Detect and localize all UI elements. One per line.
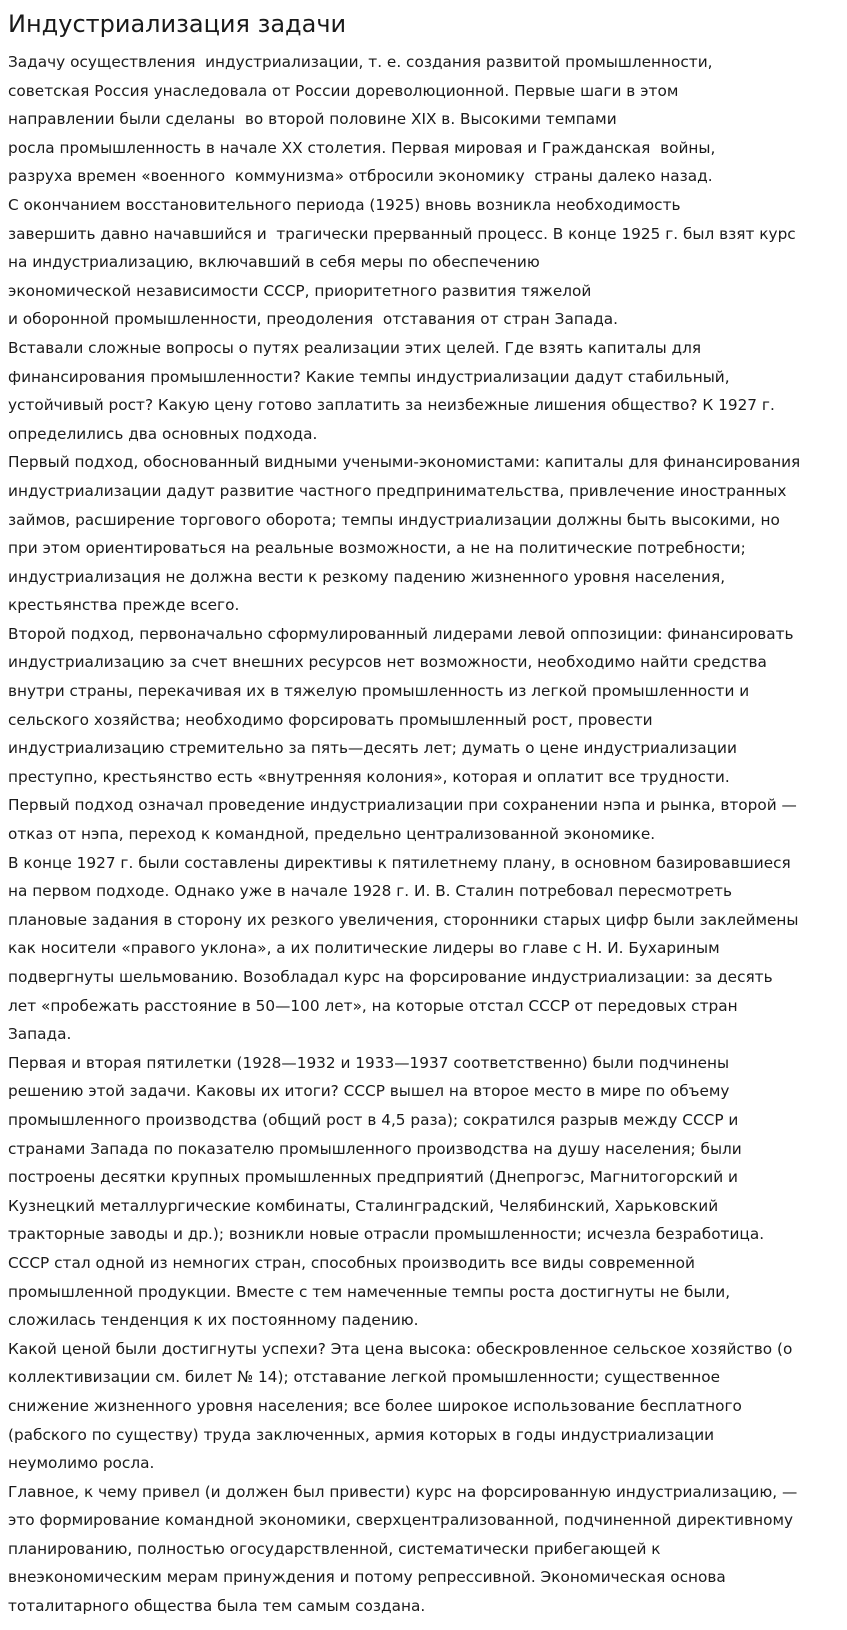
text-line: Первый подход, обоснованный видными учеными-экономистами: капиталы для финансирования [8, 453, 801, 472]
text-line: определились два основных подхода. [8, 424, 318, 443]
text-line: как носители «правого уклона», а их политические лидеры во главе с Н. И. Бухариным [8, 939, 720, 958]
text-line: индустриализации дадут развитие частного предпринимательства, привлечение иностранных [8, 481, 787, 500]
text-line: Первый подход означал проведение индустриализации при сохранении нэпа и рынка, второй — [8, 796, 797, 815]
text-line: завершить давно начавшийся и трагически прерванный процесс. В конце 1925 г. был взят курс [8, 224, 796, 243]
text-line: внутри страны, перекачивая их в тяжелую промышленность из легкой промышленности и [8, 682, 750, 701]
text-line: С окончанием восстановительного периода (1925) вновь возникла необходимость [8, 195, 681, 214]
text-line: индустриализация не должна вести к резкому падению жизненного уровня населения, [8, 567, 726, 586]
text-line: на индустриализацию, включавший в себя меры по обеспечению [8, 253, 540, 272]
text-line: Вставали сложные вопросы о путях реализации этих целей. Где взять капиталы для [8, 338, 702, 357]
text-line: Какой ценой были достигнуты успехи? Эта цена высока: обескровленное сельское хозяйство (о [8, 1339, 793, 1358]
text-line: Главное, к чему привел (и должен был привести) курс на форсированную индустриализацию, — [8, 1482, 798, 1501]
text-line: СССР стал одной из немногих стран, способных производить все виды современной [8, 1253, 695, 1272]
text-line: советская Россия унаследовала от России дореволюционной. Первые шаги в этом [8, 81, 679, 100]
text-line: планированию, полностью огосударствленной, систематически прибегающей к [8, 1539, 661, 1558]
text-line: отказ от нэпа, переход к командной, предельно централизованной экономике. [8, 825, 656, 844]
text-line: снижение жизненного уровня населения; все более широкое использование бесплатного [8, 1396, 742, 1415]
text-line: и оборонной промышленности, преодоления отставания от стран Запада. [8, 310, 619, 329]
text-line: росла промышленность в начале XX столетия. Первая мировая и Гражданская войны, [8, 138, 716, 157]
text-line: направлении были сделаны во второй половине XIX в. Высокими темпами [8, 110, 617, 129]
text-line: индустриализацию за счет внешних ресурсов нет возможности, необходимо найти средства [8, 653, 767, 672]
text-line: промышленного производства (общий рост в 4,5 раза); сократился разрыв между СССР и [8, 1110, 739, 1129]
text-line: тракторные заводы и др.); возникли новые отрасли промышленности; исчезла безработица. [8, 1225, 765, 1244]
text-line: промышленной продукции. Вместе с тем намеченные темпы роста достигнуты не были, [8, 1282, 731, 1301]
text-line: преступно, крестьянство есть «внутренняя колония», которая и оплатит все трудности. [8, 767, 730, 786]
text-line: подвергнуты шельмованию. Возобладал курс на форсирование индустриализации: за десять [8, 968, 773, 986]
text-line: В конце 1927 г. были составлены директивы к пятилетнему плану, в основном базировавшиеся [8, 853, 791, 872]
text-line: это формирование командной экономики, сверхцентрализованной, подчиненной директивному [8, 1511, 794, 1530]
text-line: Задачу осуществления индустриализации, т. е. создания развитой промышленности, [8, 53, 713, 71]
text-line: экономической независимости СССР, приоритетного развития тяжелой [8, 281, 592, 300]
text-line: при этом ориентироваться на реальные возможности, а не на политические потребности; [8, 539, 746, 558]
text-line: Кузнецкий металлургические комбинаты, Сталинградский, Челябинский, Харьковский [8, 1196, 719, 1215]
text-line: разруха времен «военного коммунизма» отбросили экономику страны далеко назад. [8, 167, 713, 186]
text-line: коллективизации см. билет № 14); отставание легкой промышленности; существенное [8, 1368, 721, 1387]
article-body [8, 48, 839, 1621]
text-line: плановые задания в сторону их резкого увеличения, сторонники старых цифр были заклеймены [8, 910, 799, 929]
text-line: решению этой задачи. Каковы их итоги? СССР вышел на второе место в мире по объему [8, 1082, 730, 1101]
text-line: финансирования промышленности? Какие темпы индустриализации дадут стабильный, [8, 367, 730, 386]
text-line: лет «пробежать расстояние в 50—100 лет», на которые отстал СССР от передовых стран [8, 996, 738, 1015]
text-line: тоталитарного общества была тем самым создана. [8, 1597, 426, 1616]
text-line: Первая и вторая пятилетки (1928—1932 и 1933—1937 соответственно) были подчинены [8, 1053, 730, 1072]
text-line: внеэкономическим мерам принуждения и потому репрессивной. Экономическая основа [8, 1568, 726, 1587]
page-title: Индустриализация задачи [8, 10, 347, 38]
text-line: сложилась тенденция к их постоянному падению. [8, 1311, 419, 1330]
text-line: построены десятки крупных промышленных предприятий (Днепрогэс, Магнитогорский и [8, 1168, 738, 1187]
text-line: устойчивый рост? Какую цену готово заплатить за неизбежные лишения общество? К 1927 г. [8, 396, 775, 415]
text-line: займов, расширение торгового оборота; темпы индустриализации должны быть высокими, но [8, 510, 780, 529]
text-line: неумолимо росла. [8, 1454, 155, 1473]
text-line: Второй подход, первоначально сформулированный лидерами левой оппозиции: финансировать [8, 624, 794, 643]
text-line: сельского хозяйства; необходимо форсировать промышленный рост, провести [8, 710, 653, 729]
text-line: странами Запада по показателю промышленного производства на душу населения; были [8, 1139, 742, 1158]
text-line: (рабского по существу) труда заключенных, армия которых в годы индустриализации [8, 1425, 715, 1444]
text-line: Запада. [8, 1025, 72, 1044]
text-line: на первом подходе. Однако уже в начале 1928 г. И. В. Сталин потребовал пересмотреть [8, 882, 732, 901]
text-line: крестьянства прежде всего. [8, 596, 240, 615]
text-line: индустриализацию стремительно за пять—десять лет; думать о цене индустриализации [8, 739, 737, 758]
